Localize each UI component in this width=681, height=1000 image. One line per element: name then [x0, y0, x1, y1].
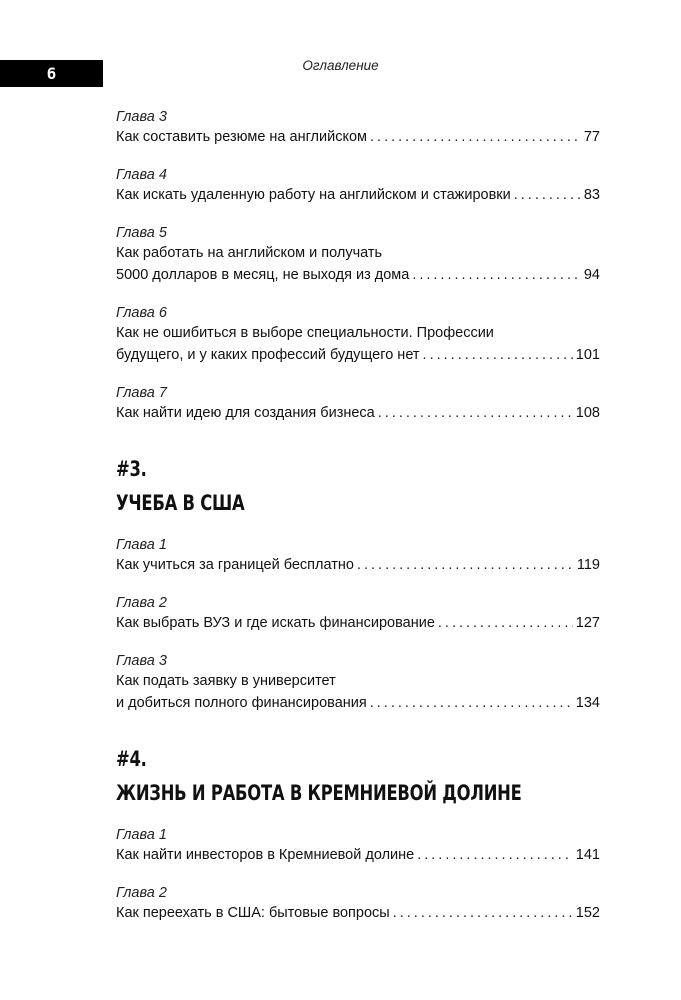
toc-line: [116, 126, 600, 148]
chapter-label: Глава 1: [116, 827, 167, 843]
page-ref: 77: [583, 129, 600, 145]
chapter-title: Как выбрать ВУЗ и где искать финансирование: [116, 615, 435, 631]
section-title: УЧЕБА В США: [116, 491, 245, 515]
toc-line: [116, 612, 600, 634]
page-ref: 127: [575, 615, 600, 631]
chapter-label: Глава 3: [116, 653, 167, 669]
toc-line: [116, 264, 600, 286]
running-head: Оглавление: [302, 58, 379, 73]
page-ref: 152: [575, 905, 600, 921]
chapter-title: Как найти инвесторов в Кремниевой долине: [116, 847, 415, 863]
chapter-label: Глава 6: [116, 305, 167, 321]
chapter-title-line: Как работать на английском и получать: [116, 245, 383, 261]
page-ref: 119: [576, 557, 600, 573]
chapter-title: будущего, и у каких профессий будущего нет: [116, 347, 420, 363]
chapter-label: Глава 4: [116, 167, 167, 183]
section-title: ЖИЗНЬ И РАБОТА В КРЕМНИЕВОЙ ДОЛИНЕ: [116, 781, 522, 805]
dot-leader: [417, 844, 573, 866]
dot-leader: [393, 902, 573, 924]
chapter-label: Глава 5: [116, 225, 167, 241]
dot-leader: [378, 402, 573, 424]
page-ref: 108: [575, 405, 600, 421]
dot-leader: [412, 264, 581, 286]
section-heading: [116, 452, 600, 520]
page-ref: 134: [575, 695, 600, 711]
page-ref: 141: [575, 847, 600, 863]
page-ref: 83: [583, 187, 600, 203]
dot-leader: [438, 612, 573, 634]
toc-entry: [116, 652, 600, 714]
toc-line: [116, 554, 600, 576]
toc-line: [116, 402, 600, 424]
toc-entry: [116, 384, 600, 424]
dot-leader: [370, 126, 581, 148]
chapter-label: Глава 3: [116, 109, 167, 125]
chapter-label: Глава 1: [116, 537, 167, 553]
dot-leader: [514, 184, 581, 206]
section-number: #4.: [116, 747, 147, 771]
toc-entry: [116, 536, 600, 576]
section-heading: [116, 742, 600, 810]
chapter-title-line: Как подать заявку в университет: [116, 673, 336, 689]
dot-leader: [423, 344, 573, 366]
dot-leader: [357, 554, 574, 576]
toc-line: [116, 692, 600, 714]
chapter-label: Глава 2: [116, 885, 167, 901]
page-number: 6: [46, 64, 57, 83]
toc-line: [116, 184, 600, 206]
toc-entry: [116, 224, 600, 286]
page-ref: 94: [583, 267, 600, 283]
chapter-title: Как учиться за границей бесплатно: [116, 557, 354, 573]
chapter-label: Глава 2: [116, 595, 167, 611]
toc-entry: [116, 166, 600, 206]
toc-entry: [116, 594, 600, 634]
section-number: #3.: [116, 457, 147, 481]
chapter-title: Как найти идею для создания бизнеса: [116, 405, 375, 421]
chapter-title-line: Как не ошибиться в выборе специальности. Профессии: [116, 325, 494, 341]
chapter-title: Как переехать в США: бытовые вопросы: [116, 905, 390, 921]
toc-entry: [116, 884, 600, 924]
chapter-title: 5000 долларов в месяц, не выходя из дома: [116, 267, 410, 283]
toc-line: [116, 344, 600, 366]
chapter-label: Глава 7: [116, 385, 167, 401]
toc-entry: [116, 304, 600, 366]
chapter-title: Как составить резюме на английском: [116, 129, 368, 145]
toc-entry: [116, 108, 600, 148]
chapter-title: и добиться полного финансирования: [116, 695, 367, 711]
page-ref: 101: [575, 347, 600, 363]
toc-entry: [116, 826, 600, 866]
table-of-contents: [116, 108, 600, 942]
chapter-title: Как искать удаленную работу на английском и стажировки: [116, 187, 511, 203]
toc-line: [116, 844, 600, 866]
toc-line: [116, 902, 600, 924]
dot-leader: [370, 692, 573, 714]
